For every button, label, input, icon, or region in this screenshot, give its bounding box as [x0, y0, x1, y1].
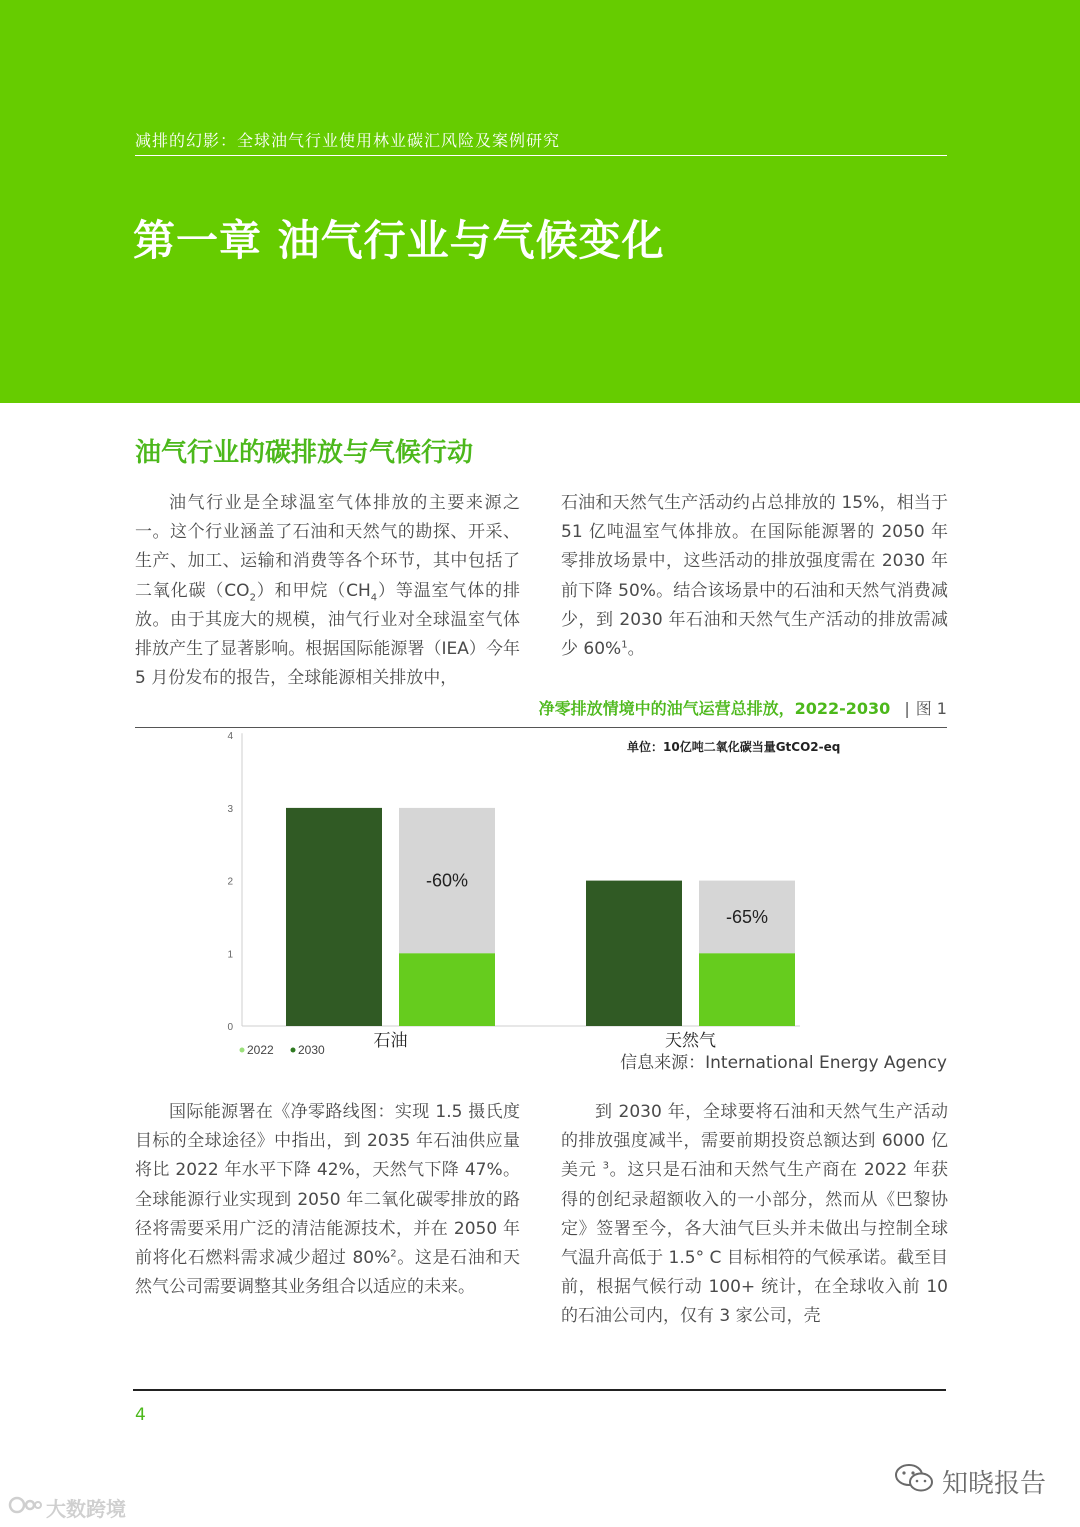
- watermark-left: [8, 1493, 126, 1522]
- paragraph-1-text-c: ）等温室气体的排放。由于其庞大的规模，油气行业对全球温室气体排放产生了显著影响。根据国际能源署（IEA）今年 5 月份发布的报告，全球能源相关排放中，: [135, 580, 520, 689]
- legend-label-2030: 2030: [298, 1043, 325, 1057]
- chapter-banner: [0, 0, 1080, 403]
- bar-2030-gas: [699, 953, 795, 1026]
- footnote-ref-1[interactable]: 1: [621, 639, 628, 651]
- figure-caption: [539, 696, 947, 719]
- figure-number: 图 1: [915, 699, 947, 718]
- paragraph-3-text: 国际能源署在《净零路线图：实现 1.5 摄氏度目标的全球途径》中指出，到 2035 年石油供应量将比 2022 年水平下降 42%，天然气下降 47%。全球能源行业实现到 2050 年二氧化碳零排放的路径将需要采用广泛的清洁能源技术，并在 2050 年前将化石燃料需求减少超过 80%: [135, 1102, 520, 1269]
- section-title: 油气行业的碳排放与气候行动: [135, 438, 474, 468]
- category-label: 石油: [373, 1031, 408, 1051]
- figure-source: 信息来源：International Energy Agency: [620, 1053, 947, 1073]
- paragraph-3: [135, 1098, 520, 1302]
- banner-divider: [135, 155, 947, 156]
- legend-marker-2022: [240, 1048, 245, 1053]
- paragraph-1-text-b: ）和甲烷（CH: [255, 580, 371, 601]
- paragraph-3-end: 。这是石油和天然气公司需要调整其业务组合以适应的未来。: [135, 1248, 520, 1298]
- paragraph-2: [561, 489, 948, 664]
- legend-label-2022: 2022: [247, 1043, 274, 1057]
- y-tick-label: 3: [227, 803, 233, 815]
- legend-marker-2030: [291, 1048, 296, 1053]
- wechat-icon: [894, 1462, 934, 1501]
- paragraph-1: [135, 489, 520, 693]
- bar-2022-gas: [586, 881, 682, 1026]
- figure-separator: |: [904, 699, 910, 718]
- watermark-right: [894, 1462, 1046, 1501]
- paragraph-2-end: 。: [627, 639, 645, 660]
- subscript: 4: [370, 592, 378, 603]
- paragraph-4: [561, 1098, 948, 1332]
- reduction-label: -60%: [425, 870, 469, 891]
- y-tick-label: 2: [227, 876, 233, 888]
- watermark-logo-icon: [8, 1494, 42, 1521]
- category-label: 天然气: [665, 1031, 716, 1051]
- watermark-left-text: 大数跨境: [46, 1497, 126, 1521]
- chart-unit-label: 单位：10亿吨二氧化碳当量GtCO2-eq: [627, 740, 841, 754]
- subscript: 2: [249, 592, 256, 603]
- emissions-bar-chart: [135, 728, 947, 1068]
- paragraph-2-text: 石油和天然气生产活动约占总排放的 15%，相当于 51 亿吨温室气体排放。在国际能源署的 2050 年零排放场景中，这些活动的排放强度需在 2030 年前下降 50%。结合该场景中的石油和天然气消费减少，到 2030 年石油和天然气生产活动的排放需减少 60%: [561, 493, 948, 660]
- reduction-label: -65%: [725, 906, 769, 927]
- footnote-ref-3[interactable]: 3: [602, 1160, 609, 1172]
- y-tick-label: 1: [227, 949, 233, 961]
- bar-2030-oil: [399, 953, 495, 1026]
- paragraph-4-end: 。这只是石油和天然气生产商在 2022 年获得的创纪录超额收入的一小部分，然而从《巴黎协定》签署至今，各大油气巨头并未做出与控制全球气温升高低于 1.5° C 目标相符的气候承诺。截至目前，根据气候行动 100+ 统计，在全球收入前 10 的石油公司内，仅有 3 家公司，壳: [561, 1160, 949, 1327]
- chapter-title: 第一章 油气行业与气候变化: [133, 216, 665, 265]
- bar-2022-oil: [286, 808, 382, 1026]
- y-tick-label: 4: [227, 731, 233, 743]
- watermark-right-text: 知晓报告: [941, 1469, 1046, 1499]
- page-number: 4: [135, 1405, 146, 1425]
- figure-title: 净零排放情境中的油气运营总排放，2022-2030: [538, 699, 891, 718]
- y-tick-label: 0: [227, 1022, 233, 1033]
- footer-divider: [133, 1389, 946, 1391]
- paragraph-4-text: 到 2030 年，全球要将石油和天然气生产活动的排放强度减半，需要前期投资总额达到 6000 亿美元: [561, 1102, 948, 1181]
- paragraph-1-text-a: 油气行业是全球温室气体排放的主要来源之一。这个行业涵盖了石油和天然气的勘探、开采、生产、加工、运输和消费等各个环节，其中包括了二氧化碳（CO: [135, 493, 520, 601]
- footnote-ref-2[interactable]: 2: [390, 1248, 397, 1260]
- series-title: 减排的幻影：全球油气行业使用林业碳汇风险及案例研究: [135, 131, 561, 150]
